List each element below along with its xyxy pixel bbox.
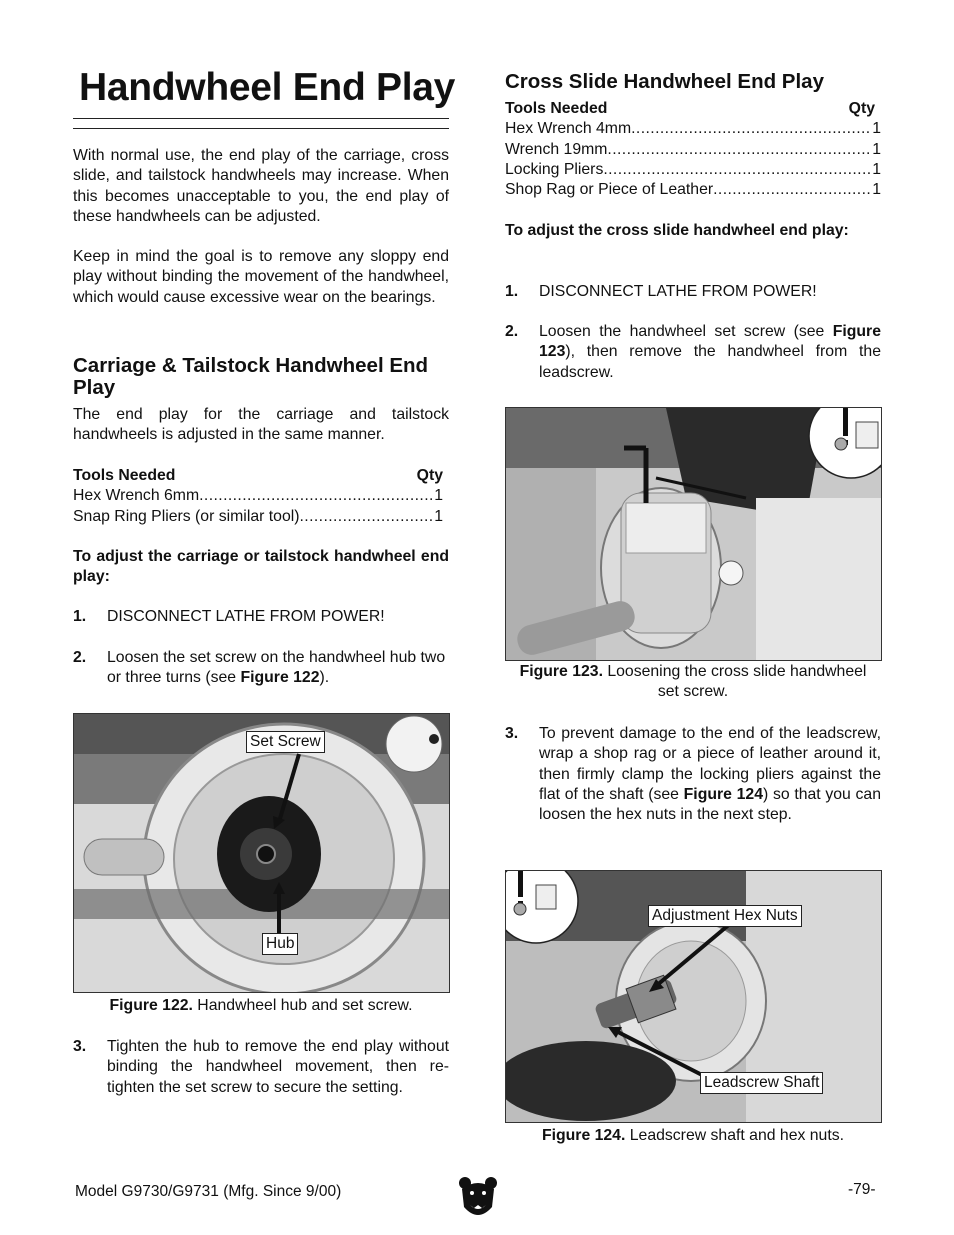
- intro-paragraph-2: Keep in mind the goal is to remove any sloppy end play without binding the movement of the handwheel, which would cause excessive wear on the bearings.: [73, 248, 449, 306]
- carriage-tools-table: [73, 466, 443, 527]
- figure-123-caption: Figure 123. Loosening the cross slide handwheel set screw.: [519, 663, 867, 701]
- figure-124-caption: Figure 124. Leadscrew shaft and hex nuts.: [541, 1127, 845, 1144]
- cross-slide-step-1: 1. DISCONNECT LATHE FROM POWER!: [505, 283, 817, 300]
- cross-slide-step-3: 3. To prevent damage to the end of the leadscrew, wrap a shop rag or a piece of leather around it, then firmly clamp the locking pliers against the flat of the shaft (see Figure 124) so that you can loosen the hex nuts in the next step.: [505, 725, 881, 824]
- carriage-procedure-title: To adjust the carriage or tailstock handwheel end play:: [73, 548, 449, 586]
- figure-122-caption: Figure 122. Handwheel hub and set screw.: [109, 997, 413, 1014]
- cross-slide-tools-table: [505, 99, 881, 200]
- leadscrew-shaft-callout: Leadscrew Shaft: [700, 1072, 823, 1094]
- set-screw-callout: Set Screw: [246, 731, 325, 753]
- carriage-step-2: 2. Loosen the set screw on the handwheel hub two or three turns (see Figure 122).: [73, 649, 446, 687]
- footer-model: Model G9730/G9731 (Mfg. Since 9/00): [75, 1183, 342, 1200]
- title-rules: [73, 118, 449, 138]
- tools-header: Tools Needed: [505, 100, 608, 117]
- carriage-section-title: Carriage & Tailstock Handwheel End Play: [73, 354, 429, 399]
- adjustment-hex-nuts-callout: Adjustment Hex Nuts: [648, 905, 802, 927]
- cross-slide-step-2: 2. Loosen the handwheel set screw (see Figure 123), then remove the handwheel from the leadscrew.: [505, 323, 881, 381]
- figure-123-image: [505, 407, 882, 661]
- intro-paragraph-1: With normal use, the end play of the carriage, cross slide, and tailstock handwheels may increase. When this becomes unacceptable to you, the end play of these handwheels can be adjusted.: [73, 147, 449, 225]
- carriage-step-1: 1. DISCONNECT LATHE FROM POWER!: [73, 608, 385, 625]
- bear-logo-icon: [458, 1175, 498, 1221]
- page-title: Handwheel End Play: [79, 66, 456, 109]
- hub-callout: Hub: [262, 933, 298, 955]
- tools-header: Tools Needed: [73, 467, 176, 484]
- tool-row: Hex Wrench 4mm ..... 1: [505, 119, 881, 139]
- tool-row: Wrench 19mm ..... 1: [505, 140, 881, 160]
- tool-row: Locking Pliers ..... 1: [505, 160, 881, 180]
- cross-slide-section-title: Cross Slide Handwheel End Play: [505, 70, 824, 93]
- tool-row: Snap Ring Pliers (or similar tool) ..... 1: [73, 507, 443, 527]
- carriage-section-intro: The end play for the carriage and tailstock handwheels is adjusted in the same manner.: [73, 406, 449, 444]
- tool-row: Hex Wrench 6mm ..... 1: [73, 486, 443, 506]
- qty-header: Qty: [416, 467, 443, 484]
- cross-slide-procedure-title: To adjust the cross slide handwheel end play:: [505, 222, 849, 239]
- tool-row: Shop Rag or Piece of Leather ..... 1: [505, 180, 881, 200]
- carriage-step-3: 3. Tighten the hub to remove the end play without binding the handwheel movement, then re-tighten the set screw to secure the setting.: [73, 1038, 449, 1096]
- page-number: -79-: [848, 1181, 876, 1198]
- qty-header: Qty: [848, 100, 875, 117]
